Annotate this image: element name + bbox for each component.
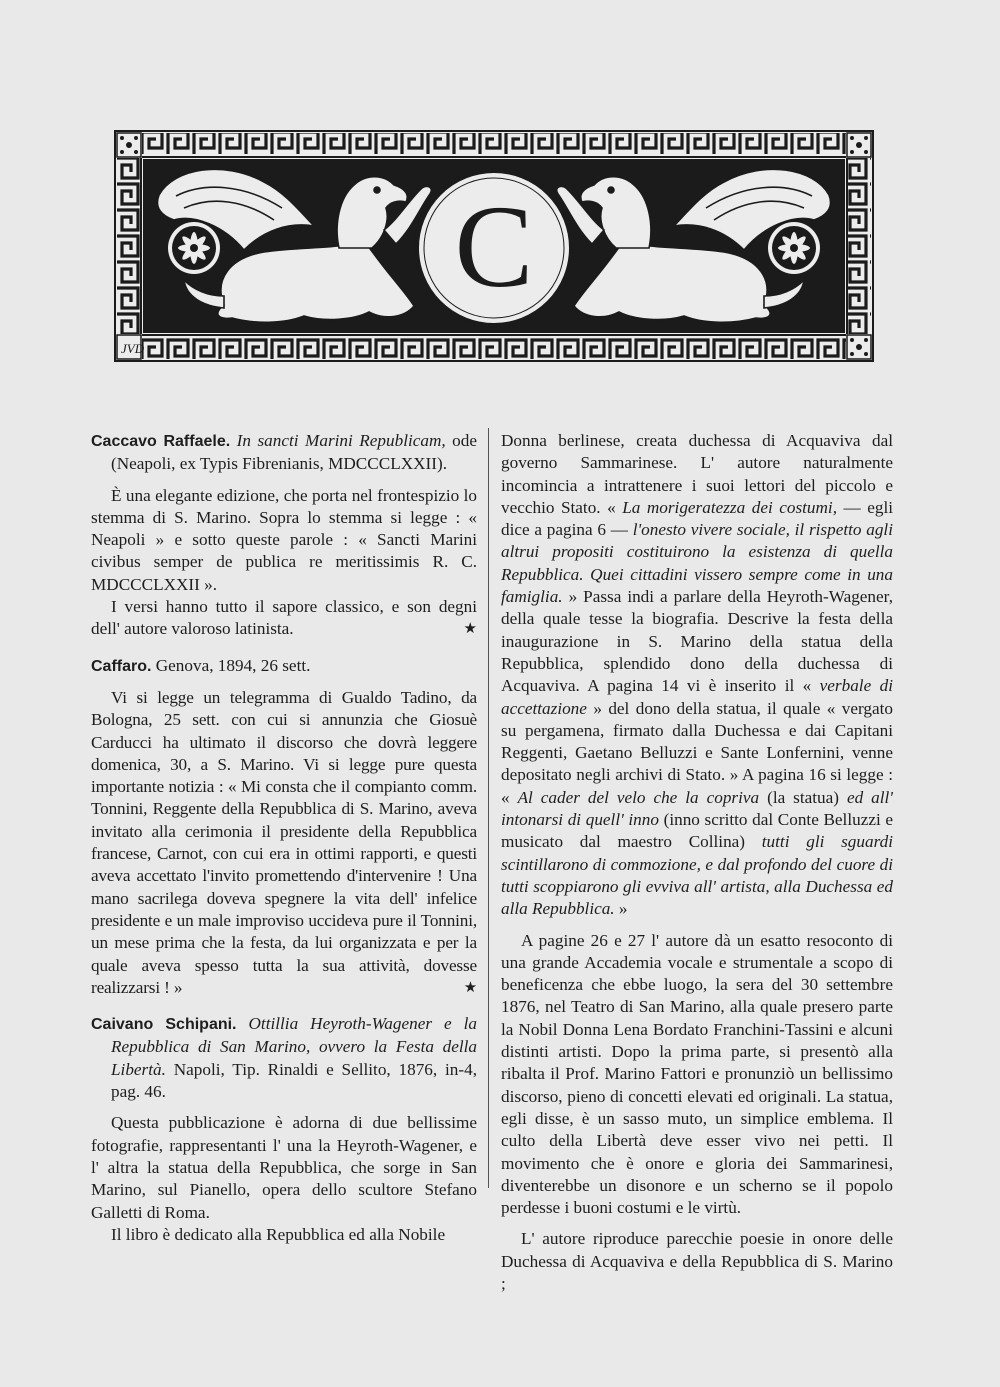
entry-paragraph: È una elegante edizione, che porta nel frontespizio lo stemma di S. Marino. Sopra lo stemma si legge : « Neapoli » e sotto queste parole : « Sancti Marini civibus semper de publica re meritissimis R. C. MDCCCLXXII ». <box>91 485 477 594</box>
entry-paragraph-text: I versi hanno tutto il sapore classico, e son degni dell' autore valoroso latinista. <box>91 597 477 639</box>
entry-author: Caffaro. <box>91 657 152 675</box>
entry-paragraph <box>91 596 477 641</box>
griffin-ornament-image <box>114 130 874 362</box>
star-ornament-icon: ★ <box>463 621 477 638</box>
decorative-initial-banner <box>114 130 874 362</box>
drop-initial: C <box>454 181 534 312</box>
entry-heading <box>91 430 477 476</box>
body-paragraph: L' autore riproduce parecchie poesie in onore delle Duchessa di Acquaviva e della Repubblica di S. Marino ; <box>501 1229 893 1293</box>
text-run: — egli dice a pagina 6 — <box>501 497 893 540</box>
entry-heading <box>91 655 477 678</box>
entry-title: In sancti Marini Republicam, <box>236 431 446 450</box>
text-run: (inno scritto dal Conte Belluzzi e musicato dal maestro Collina) <box>501 810 893 852</box>
continued-paragraph <box>501 430 893 921</box>
entry-paragraph-text: Vi si legge un telegramma di Gualdo Tadino, da Bologna, 25 sett. con cui si annunzia che Giosuè Carducci ha ultimato il discorso che dovrà leggere domenica, 30, a S. Marino. Vi si legge pure questa importante notizia : « Mi consta che il compianto comm. Tonnini, Reggente della Repubblica di S. Marino, aveva invitato alla cerimonia il presidente della Repubblica francese, Carnot, con cui era in ottimi rapporti, e questi aveva accettato l'invito promettendo d'intervenire ! Una mano sacrilega doveva spegnere la vita dell' infelice presidente e un male improviso uccideva pure il Tonnini, un mese prima che la festa, da lui organizzata e per la quale aveva spesso tutta la sua attività, dovesse realizzarsi ! » <box>91 687 477 997</box>
text-run: » Passa indi a parlare della Heyroth-Wagener, della quale tesse la biografia. Descrive la festa della inaugurazione in S. Marino della statua della Repubblica, splendido dono della duchessa di Acquaviva. A pagina 14 vi è inserito il « <box>501 587 893 696</box>
entry-author: Caivano Schipani. <box>91 1016 237 1034</box>
text-run: (la statua) <box>759 787 847 807</box>
entry-paragraph: Il libro è dedicato alla Repubblica ed alla Nobile <box>111 1224 446 1244</box>
text-run: Donna berlinese, creata duchessa di Acquaviva dal governo Sammarinese. L' autore naturalmente incomincia a intrattenere i suoi lettori del piccolo e vecchio Stato. « <box>501 431 893 517</box>
column-divider <box>488 428 489 1188</box>
entry-imprint: ode (Neapoli, ex Typis Fibrenianis, MDCCCLXXII). <box>111 431 477 474</box>
entry-imprint: Genova, 1894, 26 sett. <box>155 655 311 675</box>
italic-quote: l'onesto vivere sociale, il rispetto agli altrui propositi costituirono la esistenza di quella Repubblica. Quei cittadini vissero sempre come in una famiglia. <box>501 520 893 607</box>
right-column <box>501 430 893 1295</box>
italic-quote: La morigeratezza dei costumi, <box>622 497 838 517</box>
entry-paragraph: Questa pubblicazione è adorna di due bellissime fotografie, rappresentanti l' una la Heyroth-Wagener, e l' altra la statua della Repubblica, che sorge in San Marino, sul Pianello, opera dello scultore Stefano Galletti di Roma. <box>91 1113 477 1222</box>
italic-quote: tutti gli sguardi scintillarono di commozione, e dal profondo del cuore di tutti scoppiarono gli evviva all' artista, alla Duchessa ed alla Repubblica. <box>501 832 893 919</box>
text-run: » del dono della statua, il quale « vergato su pergamena, firmato dalla Duchessa e dai Capitani Reggenti, Gaetano Belluzzi e Sante Lonfernini, venne depositato negli archivi di Stato. » A pagina 16 si legge : « <box>501 698 893 807</box>
entry-paragraph <box>91 687 477 999</box>
entry-imprint: Napoli, Tip. Rinaldi e Sellito, 1876, in-4, pag. 46. <box>111 1059 477 1102</box>
text-run: » <box>614 899 628 919</box>
italic-quote: verbale di accettazione <box>501 676 893 718</box>
star-ornament-icon: ★ <box>463 979 477 996</box>
entry-author: Caccavo Raffaele. <box>91 433 231 450</box>
left-column <box>91 430 477 1246</box>
italic-quote: Al cader del velo che la copriva <box>517 787 760 807</box>
entry-title: Ottillia Heyroth-Wagener e la Repubblica di San Marino, ovvero la Festa della Libertà. <box>111 1014 478 1079</box>
entry-heading <box>91 1013 477 1103</box>
body-paragraph: A pagine 26 e 27 l' autore dà un esatto resoconto di una grande Accademia vocale e strumentale a scopo di beneficenza che ebbe luogo, la sera del 30 settembre 1876, nel Teatro di San Marino, alla quale presero parte la Nobil Donna Lena Bordato Franchini-Tassini e alcuni distinti artisti. Dopo la prima parte, si presentò alla ribalta il Prof. Marino Fattori e pronunziò un bellissimo discorso, pieno di concetti elevati ed originali. La statua, egli disse, è un sasso muto, un simplice emblema. Il culto della Libertà deve esser vivo nei petti. Il movimento che è onore e gloria dei Sammarinesi, diventerebbe un disonore e un scherno se il popolo perdesse i buoni costumi e le virtù. <box>501 930 893 1218</box>
svg-text:JVD: JVD <box>121 341 145 356</box>
italic-quote: ed all' intonarsi di quell' inno <box>501 787 893 830</box>
